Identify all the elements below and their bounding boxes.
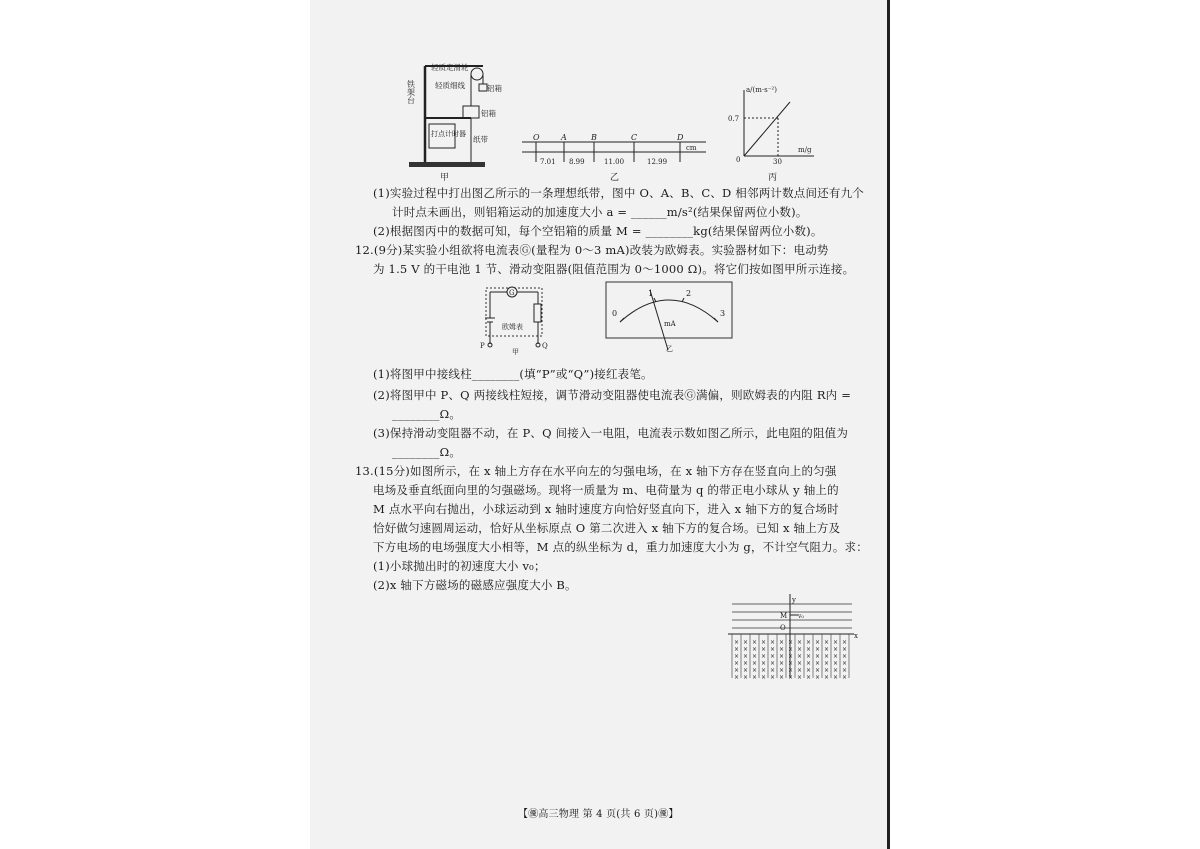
b-field-cross: ×	[797, 660, 803, 667]
q13-line5: 下方电场的电场强度大小相等，M 点的纵坐标为 d，重力加速度大小为 g，不计空气阻力。求：	[373, 540, 868, 554]
b-field-cross: ×	[797, 646, 803, 653]
q13-ask2: (2)x 轴下方磁场的磁感应强度大小 B。	[373, 578, 577, 592]
fig-yi-caption: 乙	[610, 173, 620, 183]
b-field-cross: ×	[779, 639, 785, 646]
b-field-cross: ×	[734, 653, 740, 660]
b-field-cross: ×	[743, 674, 749, 681]
page-edge-shadow	[887, 0, 890, 849]
graph-xlabel: m/g	[798, 146, 812, 154]
b-field-cross: ×	[806, 639, 812, 646]
axis-x: x	[854, 632, 858, 640]
q12-intro-line1: 12.(9分)某实验小组欲将电流表Ⓖ(量程为 0～3 mA)改装为欧姆表。实验器材如下：电动势	[355, 243, 829, 257]
dial-tick-0: 0	[612, 309, 618, 318]
label-box-top: 铝箱	[487, 84, 502, 93]
b-field-cross: ×	[779, 660, 785, 667]
b-field-cross: ×	[734, 660, 740, 667]
circuit-caption: 甲	[512, 348, 519, 356]
label-box-bottom: 铝箱	[481, 109, 496, 118]
circuit-box-label: 欧姆表	[502, 323, 523, 331]
b-field-cross: ×	[743, 639, 749, 646]
b-field-cross: ×	[734, 674, 740, 681]
b-field-cross: ×	[743, 646, 749, 653]
b-field-cross: ×	[734, 646, 740, 653]
b-field-cross: ×	[842, 660, 848, 667]
b-field-cross: ×	[824, 667, 830, 674]
q13-line4: 恰好做匀速圆周运动，恰好从坐标原点 O 第二次进入 x 轴下方的复合场。已知 x 轴上方及	[373, 521, 841, 535]
origin-o: O	[780, 624, 786, 632]
b-field-cross: ×	[752, 653, 758, 660]
b-field-cross: ×	[833, 646, 839, 653]
b-field-cross: ×	[770, 674, 776, 681]
tape-point-A: A	[561, 133, 567, 142]
b-field-cross: ×	[788, 674, 794, 681]
label-iron-stand: 铁架台	[406, 80, 416, 104]
q13-line3: M 点水平向右抛出，小球运动到 x 轴时速度方向恰好竖直向下，进入 x 轴下方的复合场时	[373, 502, 839, 516]
b-field-cross: ×	[815, 639, 821, 646]
ammeter-dial	[606, 282, 732, 352]
b-field-cross: ×	[824, 674, 830, 681]
b-field-cross: ×	[797, 674, 803, 681]
b-field-cross: ×	[761, 674, 767, 681]
tape-segment-3: 12.99	[647, 158, 668, 166]
tape-point-B: B	[591, 133, 597, 142]
graph-ylabel: a/(m·s⁻²)	[746, 86, 777, 94]
b-field-cross: ×	[752, 639, 758, 646]
b-field-cross: ×	[761, 653, 767, 660]
b-field-cross: ×	[770, 653, 776, 660]
tape-point-C: C	[631, 133, 638, 142]
fig-bing-caption: 丙	[768, 173, 778, 183]
b-field-cross: ×	[806, 667, 812, 674]
b-field-cross: ×	[788, 660, 794, 667]
b-field-cross: ×	[824, 660, 830, 667]
b-field-cross: ×	[797, 639, 803, 646]
terminal-p: P	[480, 342, 485, 350]
page-footer: 【㊝高三物理 第 4 页(共 6 页)㊝】	[518, 809, 679, 820]
q12-intro-line2: 为 1.5 V 的干电池 1 节、滑动变阻器(阻值范围为 0～1000 Ω)。将它们按如图甲所示连接。	[373, 262, 855, 276]
b-field-cross: ×	[815, 646, 821, 653]
b-field-cross: ×	[761, 660, 767, 667]
b-field-cross: ×	[734, 667, 740, 674]
dial-tick-2: 2	[686, 289, 692, 298]
dial-caption: 乙	[666, 345, 673, 353]
terminal-q: Q	[542, 342, 548, 350]
graph-ytick: 0.7	[728, 115, 740, 123]
b-field-cross: ×	[743, 653, 749, 660]
q12-part3-line2: ________Ω。	[392, 445, 462, 459]
field-figure	[728, 594, 858, 682]
graph-origin: 0	[736, 156, 741, 164]
axis-y: y	[792, 596, 796, 604]
b-field-cross: ×	[770, 667, 776, 674]
b-field-cross: ×	[806, 653, 812, 660]
b-field-cross: ×	[842, 646, 848, 653]
b-field-cross: ×	[824, 646, 830, 653]
label-tape: 纸带	[473, 135, 488, 144]
b-field-cross: ×	[734, 639, 740, 646]
b-field-cross: ×	[779, 674, 785, 681]
tape-segment-2: 11.00	[604, 158, 625, 166]
b-field-cross: ×	[797, 653, 803, 660]
tape-point-O: O	[533, 133, 540, 142]
fig-jia-caption: 甲	[440, 173, 450, 183]
graph-xtick: 30	[773, 158, 782, 166]
q11-part1-line1: (1)实验过程中打出图乙所示的一条理想纸带，图中 O、A、B、C、D 相邻两计数点间还有九个	[373, 186, 864, 200]
b-field-cross: ×	[779, 653, 785, 660]
b-field-cross: ×	[743, 667, 749, 674]
tape-unit: cm	[686, 144, 697, 152]
tape-point-D: D	[677, 133, 684, 142]
b-field-cross: ×	[833, 653, 839, 660]
point-m: M	[780, 612, 788, 620]
b-field-cross: ×	[833, 674, 839, 681]
q13-ask1: (1)小球抛出时的初速度大小 v₀；	[373, 559, 546, 573]
q12-part1: (1)将图甲中接线柱________(填“P”或“Q”)接红表笔。	[373, 367, 653, 381]
b-field-cross: ×	[761, 646, 767, 653]
b-field-cross: ×	[779, 646, 785, 653]
b-field-cross: ×	[788, 667, 794, 674]
b-field-cross: ×	[752, 646, 758, 653]
q12-part2-line2: ________Ω。	[392, 407, 462, 421]
b-field-cross: ×	[779, 667, 785, 674]
b-field-cross: ×	[752, 660, 758, 667]
apparatus-figure	[405, 58, 502, 173]
b-field-cross: ×	[788, 653, 794, 660]
b-field-cross: ×	[806, 674, 812, 681]
b-field-cross: ×	[761, 667, 767, 674]
b-field-cross: ×	[743, 660, 749, 667]
b-field-cross: ×	[761, 639, 767, 646]
q12-part2-line1: (2)将图甲中 P、Q 两接线柱短接，调节滑动变阻器使电流表Ⓖ满偏，则欧姆表的内阻 R内 =	[373, 388, 852, 402]
b-field-cross: ×	[842, 667, 848, 674]
b-field-cross: ×	[752, 667, 758, 674]
b-field-cross: ×	[770, 639, 776, 646]
q11-part1-line2: 计时点未画出，则铝箱运动的加速度大小 a = ______m/s²(结果保留两位小数)。	[392, 205, 808, 219]
ohmmeter-circuit	[482, 282, 552, 354]
b-field-cross: ×	[824, 639, 830, 646]
dial-unit: mA	[664, 320, 676, 328]
b-field-cross: ×	[842, 674, 848, 681]
b-field-cross: ×	[833, 639, 839, 646]
tape-segment-1: 8.99	[569, 158, 585, 166]
q11-part2: (2)根据图丙中的数据可知，每个空铝箱的质量 M = ________kg(结果保留两位小数)。	[373, 224, 823, 238]
q12-part3-line1: (3)保持滑动变阻器不动，在 P、Q 间接入一电阻，电流表示数如图乙所示，此电阻的阻值为	[373, 426, 849, 440]
label-timer: 打点计时器	[431, 130, 466, 138]
a-m-graph	[728, 86, 822, 166]
b-field-cross: ×	[788, 646, 794, 653]
b-field-cross: ×	[788, 639, 794, 646]
b-field-cross: ×	[842, 653, 848, 660]
velocity-v0: v₀	[798, 613, 804, 620]
b-field-cross: ×	[833, 667, 839, 674]
dial-tick-3: 3	[720, 309, 726, 318]
b-field-cross: ×	[815, 674, 821, 681]
b-field-cross: ×	[806, 646, 812, 653]
q13-line1: 13.(15分)如图所示，在 x 轴上方存在水平向左的匀强电场，在 x 轴下方存在竖直向上的匀强	[355, 464, 837, 478]
dial-tick-1: 1	[648, 289, 654, 298]
b-field-cross: ×	[842, 639, 848, 646]
label-pulley: 轻质定滑轮	[431, 63, 469, 72]
b-field-cross: ×	[815, 653, 821, 660]
b-field-cross: ×	[806, 660, 812, 667]
b-field-cross: ×	[770, 660, 776, 667]
b-field-cross: ×	[824, 653, 830, 660]
b-field-cross: ×	[770, 646, 776, 653]
b-field-cross: ×	[752, 674, 758, 681]
circuit-meter-label: G	[509, 289, 515, 297]
paper-tape-figure	[520, 132, 710, 172]
label-rope: 轻质细线	[435, 81, 465, 90]
b-field-cross: ×	[815, 667, 821, 674]
b-field-cross: ×	[815, 660, 821, 667]
q13-line2: 电场及垂直纸面向里的匀强磁场。现将一质量为 m、电荷量为 q 的带正电小球从 y 轴上的	[373, 483, 839, 497]
b-field-cross: ×	[833, 660, 839, 667]
b-field-cross: ×	[797, 667, 803, 674]
tape-segment-0: 7.01	[540, 158, 556, 166]
